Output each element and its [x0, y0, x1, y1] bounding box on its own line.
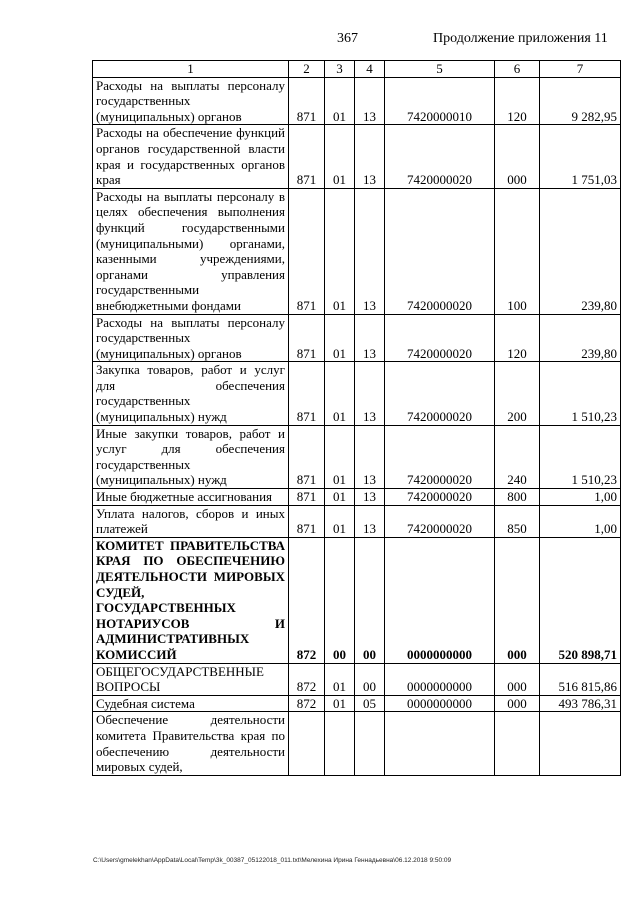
column-header: 7: [540, 61, 621, 78]
row-vr: 000: [495, 663, 540, 695]
row-vr: 100: [495, 188, 540, 314]
row-csr: [385, 712, 495, 775]
budget-table: [92, 60, 621, 776]
row-name: Иные закупки товаров, работ и услуг для обеспечения государственных (муниципальных) нужд: [93, 425, 289, 488]
row-name: Закупка товаров, работ и услуг для обеспечения государственных (муниципальных) нужд: [93, 362, 289, 425]
row-rz: 01: [325, 489, 355, 506]
row-csr: 7420000020: [385, 489, 495, 506]
row-csr: 7420000020: [385, 505, 495, 537]
table-row: [93, 314, 621, 362]
row-sum: 9 282,95: [540, 77, 621, 125]
row-name: Судебная система: [93, 695, 289, 712]
row-pr: [355, 712, 385, 775]
continuation-note: Продолжение приложения 11: [433, 31, 608, 46]
row-name: Уплата налогов, сборов и иных платежей: [93, 505, 289, 537]
row-rz: 00: [325, 537, 355, 663]
column-header: 2: [289, 61, 325, 78]
row-csr: 0000000000: [385, 663, 495, 695]
row-pr: 05: [355, 695, 385, 712]
row-ved: 871: [289, 362, 325, 425]
row-vr: 000: [495, 695, 540, 712]
row-sum: 239,80: [540, 314, 621, 362]
file-path-footer: C:\Users\gmelekhan\AppData\Local\Temp\3k_00387_05122018_011.txt\Мелехина Ирина Геннадьевна\06.12.2018 9:50:09: [93, 857, 452, 864]
row-vr: 000: [495, 537, 540, 663]
row-sum: 1 510,23: [540, 425, 621, 488]
table-row: [93, 505, 621, 537]
table-row: [93, 125, 621, 188]
row-rz: [325, 712, 355, 775]
row-rz: 01: [325, 505, 355, 537]
row-ved: 871: [289, 125, 325, 188]
column-header: 4: [355, 61, 385, 78]
row-vr: 200: [495, 362, 540, 425]
row-sum: 1,00: [540, 505, 621, 537]
row-csr: 7420000020: [385, 362, 495, 425]
column-header: 5: [385, 61, 495, 78]
table-row: [93, 695, 621, 712]
row-rz: 01: [325, 695, 355, 712]
row-sum: 1 510,23: [540, 362, 621, 425]
row-sum: 520 898,71: [540, 537, 621, 663]
row-vr: 120: [495, 314, 540, 362]
row-ved: 872: [289, 695, 325, 712]
row-vr: 120: [495, 77, 540, 125]
row-ved: 871: [289, 188, 325, 314]
table-row: [93, 362, 621, 425]
row-pr: 13: [355, 77, 385, 125]
row-ved: 872: [289, 663, 325, 695]
page-number: 367: [337, 31, 358, 46]
table-row-department: [93, 537, 621, 663]
row-rz: 01: [325, 125, 355, 188]
row-pr: 00: [355, 663, 385, 695]
row-pr: 13: [355, 489, 385, 506]
row-csr: 7420000020: [385, 425, 495, 488]
row-name: КОМИТЕТ ПРАВИТЕЛЬСТВА КРАЯ ПО ОБЕСПЕЧЕНИЮ ДЕЯТЕЛЬНОСТИ МИРОВЫХ СУДЕЙ, ГОСУДАРСТВЕННЫХ НОТАРИУСОВ И АДМИНИСТРАТИВНЫХ КОМИССИЙ: [93, 537, 289, 663]
row-csr: 0000000000: [385, 695, 495, 712]
row-vr: 240: [495, 425, 540, 488]
row-vr: 800: [495, 489, 540, 506]
row-sum: 239,80: [540, 188, 621, 314]
row-name: Обеспечение деятельности комитета Правительства края по обеспечению деятельности мировых судей,: [93, 712, 289, 775]
row-name: Расходы на обеспечение функций органов государственной власти края и государственных органов края: [93, 125, 289, 188]
row-pr: 13: [355, 425, 385, 488]
row-rz: 01: [325, 362, 355, 425]
row-csr: 7420000020: [385, 188, 495, 314]
column-header: 3: [325, 61, 355, 78]
row-ved: 871: [289, 505, 325, 537]
row-pr: 13: [355, 188, 385, 314]
row-csr: 0000000000: [385, 537, 495, 663]
row-rz: 01: [325, 77, 355, 125]
row-vr: 000: [495, 125, 540, 188]
row-sum: 516 815,86: [540, 663, 621, 695]
row-ved: 871: [289, 489, 325, 506]
row-vr: 850: [495, 505, 540, 537]
row-name: Иные бюджетные ассигнования: [93, 489, 289, 506]
table-row: [93, 77, 621, 125]
table-row: [93, 663, 621, 695]
row-ved: 871: [289, 77, 325, 125]
row-rz: 01: [325, 314, 355, 362]
row-ved: 871: [289, 314, 325, 362]
row-csr: 7420000020: [385, 125, 495, 188]
row-ved: 871: [289, 425, 325, 488]
row-pr: 13: [355, 505, 385, 537]
row-sum: 1 751,03: [540, 125, 621, 188]
row-ved: [289, 712, 325, 775]
table-row: [93, 425, 621, 488]
row-ved: 872: [289, 537, 325, 663]
row-sum: 493 786,31: [540, 695, 621, 712]
row-pr: 00: [355, 537, 385, 663]
row-csr: 7420000010: [385, 77, 495, 125]
row-rz: 01: [325, 188, 355, 314]
row-name: Расходы на выплаты персоналу государственных (муниципальных) органов: [93, 77, 289, 125]
row-csr: 7420000020: [385, 314, 495, 362]
row-name: Расходы на выплаты персоналу в целях обеспечения выполнения функций государственными (муниципальными) органами, казенными учреждениями, органами управления государственными внебюджетными фондами: [93, 188, 289, 314]
table-row: [93, 188, 621, 314]
row-pr: 13: [355, 362, 385, 425]
row-name: Расходы на выплаты персоналу государственных (муниципальных) органов: [93, 314, 289, 362]
table-row: [93, 489, 621, 506]
row-pr: 13: [355, 125, 385, 188]
row-pr: 13: [355, 314, 385, 362]
row-sum: 1,00: [540, 489, 621, 506]
row-rz: 01: [325, 663, 355, 695]
column-header: 6: [495, 61, 540, 78]
row-rz: 01: [325, 425, 355, 488]
row-name: ОБЩЕГОСУДАРСТВЕННЫЕ ВОПРОСЫ: [93, 663, 289, 695]
row-vr: [495, 712, 540, 775]
row-sum: [540, 712, 621, 775]
table-row: [93, 712, 621, 775]
column-header: 1: [93, 61, 289, 78]
table-header-row: [93, 61, 621, 78]
